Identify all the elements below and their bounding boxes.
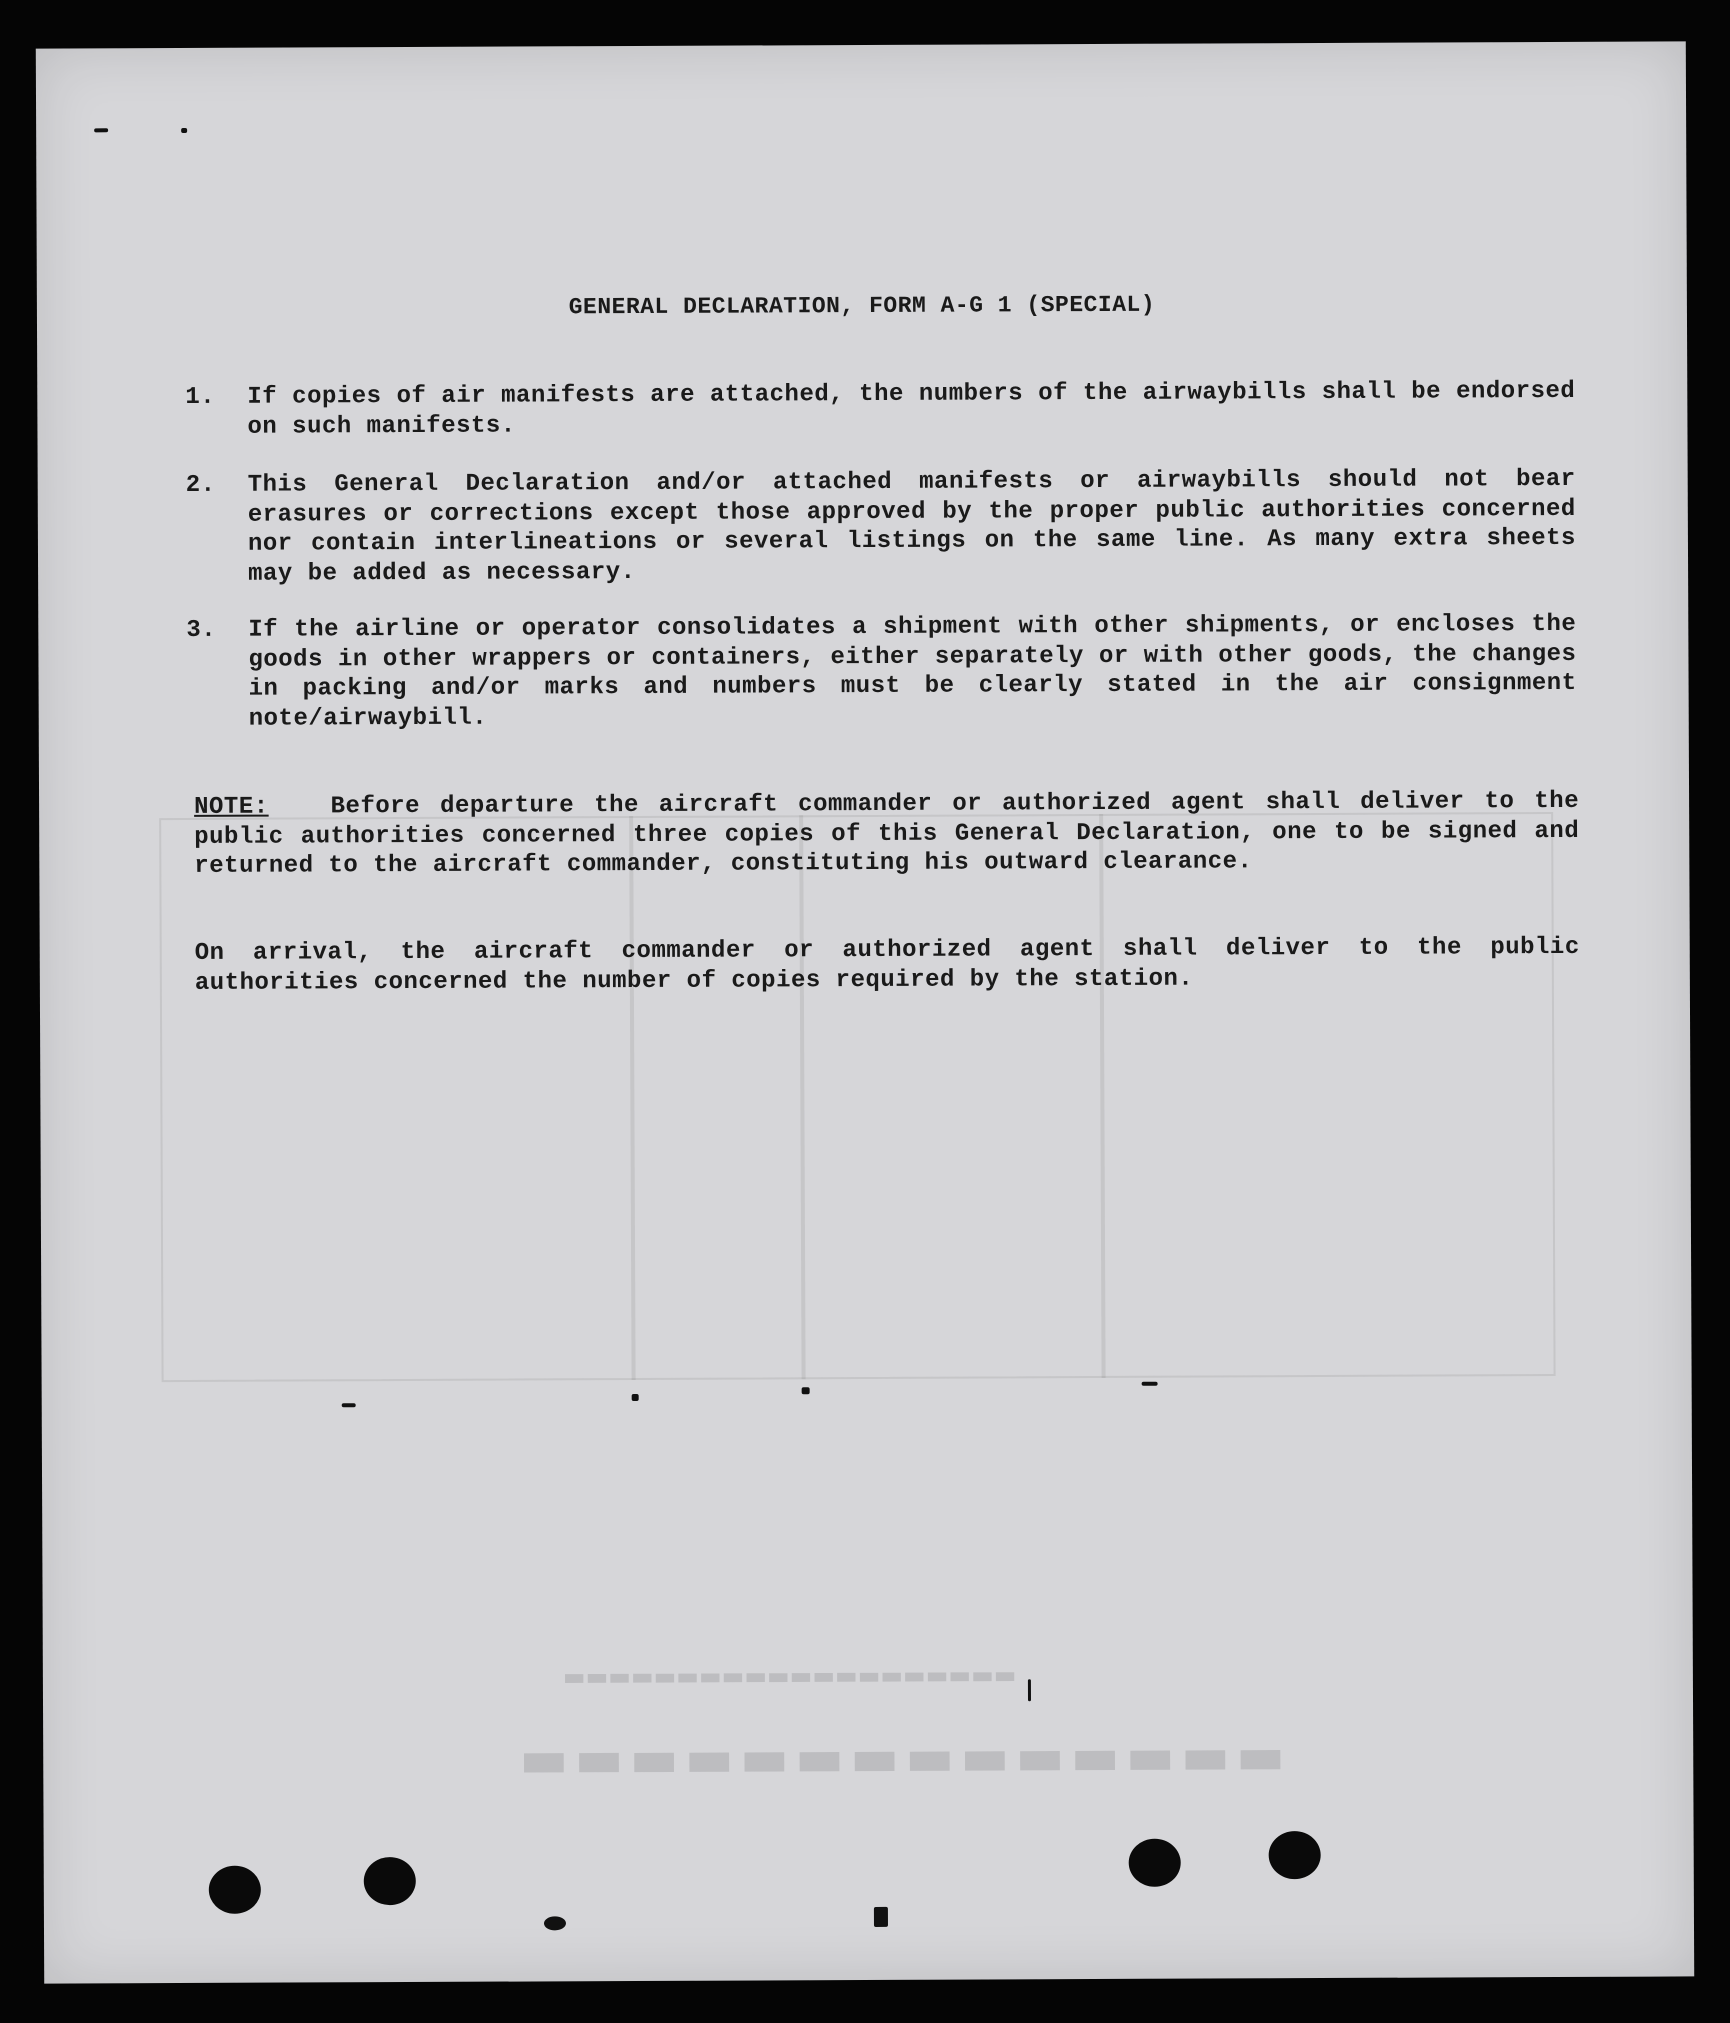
item-text: This General Declaration and/or attached manifests or airwaybills should not bear erasures or corrections except those approved by the proper public authorities concerned nor contain interlineations or several listings on the same line. As many extra sheets may be added as necessary. <box>247 465 1576 588</box>
instruction-item-3 <box>186 610 1577 734</box>
item-text: If the airline or operator consolidates a shipment with other shipments, or encloses the goods in other wrappers or containers, either separately or with other goods, the changes in packing and/or marks and numbers must be clearly stated in the air consignment note/airwaybill. <box>248 610 1577 733</box>
note-label: NOTE: <box>194 793 269 821</box>
document-body <box>36 41 1694 1983</box>
bleed-through-subheading: ▬▬▬▬▬▬▬▬▬▬▬▬▬▬▬▬▬▬▬▬ <box>562 1664 1017 1695</box>
speck <box>94 128 108 132</box>
punch-hole <box>1129 1839 1181 1887</box>
item-number: 1. <box>185 383 216 411</box>
speck <box>802 1387 810 1394</box>
speck <box>181 128 187 133</box>
item-text: If copies of air manifests are attached, the numbers of the airwaybills shall be endorsed on such manifests. <box>247 377 1576 441</box>
instruction-item-2 <box>186 465 1577 589</box>
speck <box>544 1916 566 1930</box>
note-text: Before departure the aircraft commander or authorized agent shall deliver to the public authorities concerned three copies of this General Declaration, one to be signed and returned to the aircraft commander, constituting his outward clearance. <box>194 787 1580 880</box>
punch-hole <box>1269 1831 1321 1879</box>
instruction-item-1 <box>185 377 1575 442</box>
document-title: GENERAL DECLARATION, FORM A-G 1 (SPECIAL) <box>568 291 1156 321</box>
note-paragraph <box>194 787 1579 882</box>
bleed-through-heading: ▬▬▬▬▬▬▬▬▬▬▬▬▬▬ <box>513 1733 1286 1797</box>
item-number: 2. <box>185 471 216 499</box>
arrival-paragraph: On arrival, the aircraft commander or authorized agent shall deliver to the public authorities concerned the number of copies required by the station. <box>194 933 1580 997</box>
speck <box>874 1907 888 1927</box>
speck <box>342 1403 356 1407</box>
speck <box>632 1394 639 1401</box>
speck <box>1028 1679 1031 1701</box>
punch-hole <box>364 1857 416 1905</box>
paper-sheet <box>36 41 1694 1983</box>
punch-hole <box>209 1866 261 1914</box>
item-number: 3. <box>186 616 217 644</box>
speck <box>1142 1382 1158 1386</box>
